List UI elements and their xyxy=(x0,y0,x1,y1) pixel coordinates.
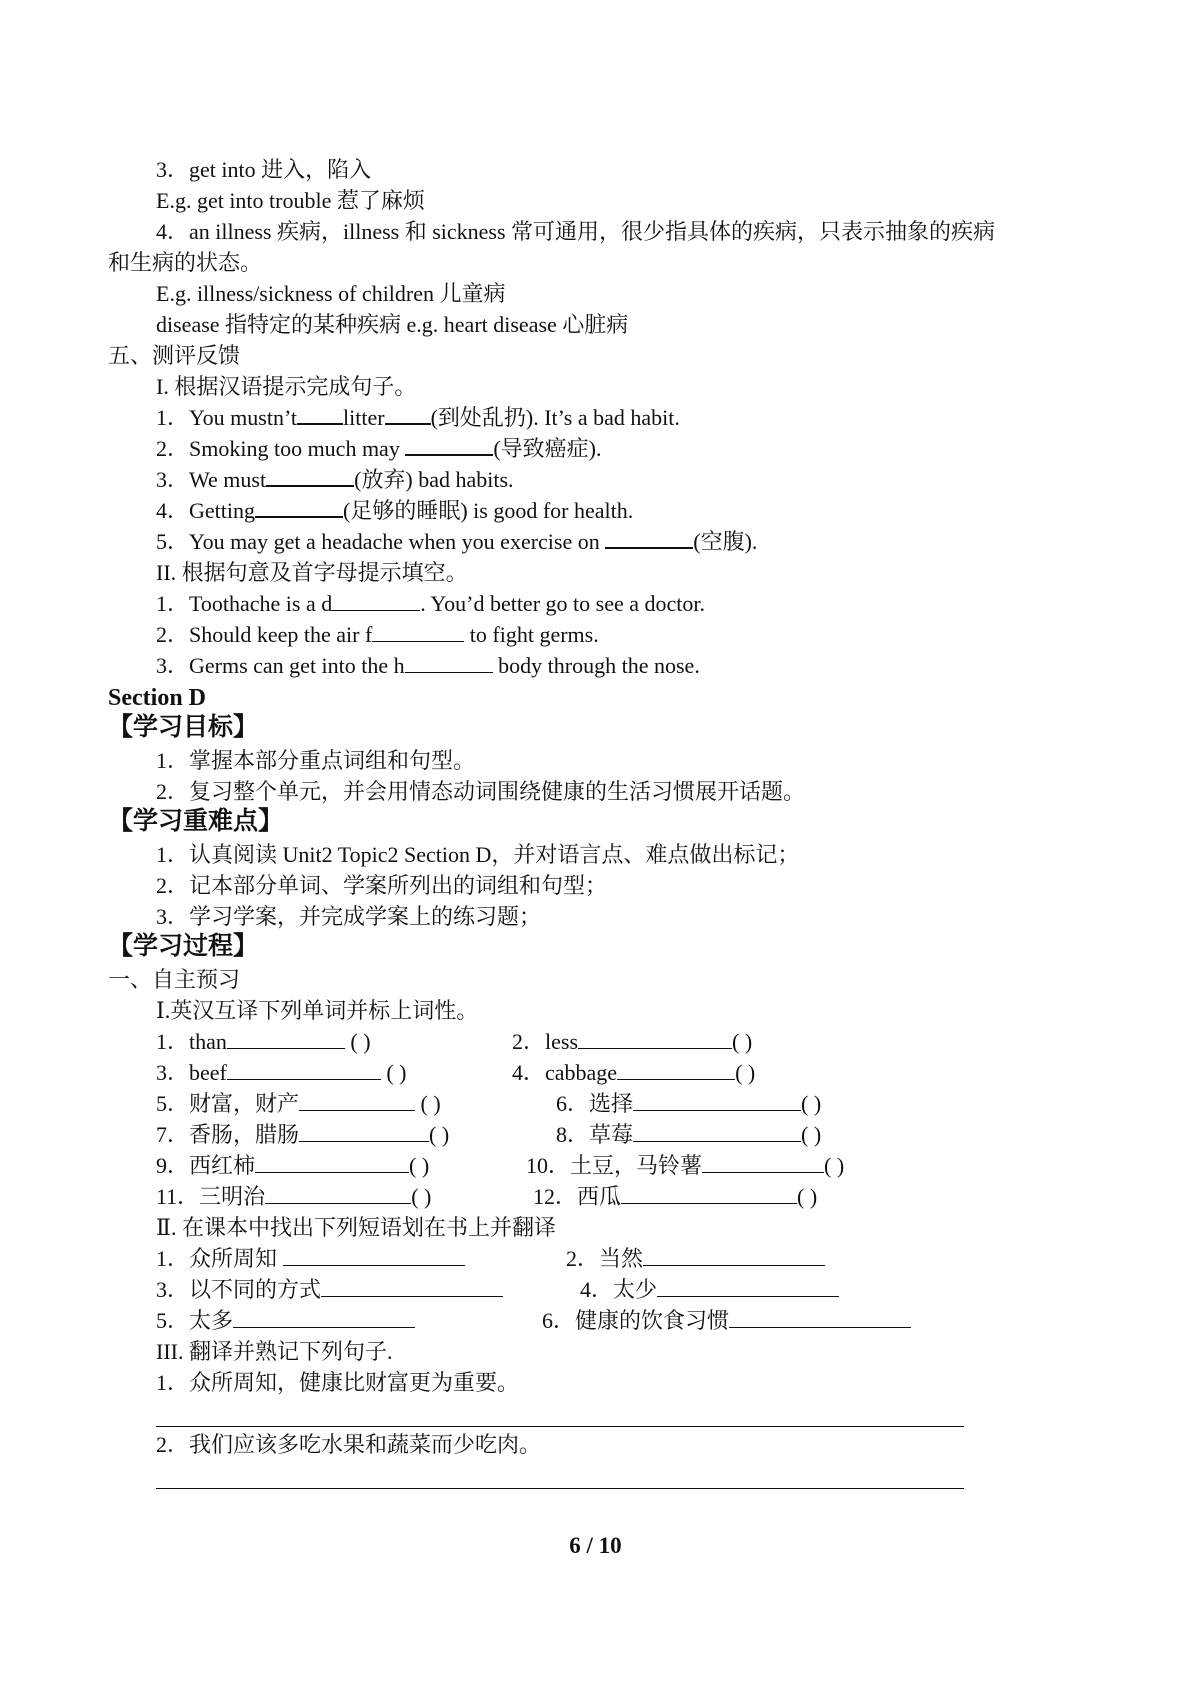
phrase-item xyxy=(566,1244,825,1274)
preview-heading: 一、自主预习 xyxy=(108,967,241,992)
sentence-title: III. 翻译并熟记下列句子. xyxy=(156,1339,393,1364)
feedback-q5 xyxy=(156,527,757,557)
vocab-label: 10．土豆，马铃薯 xyxy=(526,1153,703,1178)
phrase-blank[interactable] xyxy=(657,1276,839,1297)
q4-text-a: 4．Getting xyxy=(156,498,255,523)
vocab-blank[interactable] xyxy=(702,1152,824,1173)
vocab-blank[interactable] xyxy=(633,1090,801,1111)
sentence-2-answer-line[interactable] xyxy=(156,1488,964,1489)
vocab-label: 5．财富，财产 xyxy=(156,1091,300,1116)
feedback-heading: 五、测评反馈 xyxy=(108,343,241,368)
phrase-label: 5．太多 xyxy=(156,1308,234,1333)
f1-text-b: . You’d better go to see a doctor. xyxy=(420,591,705,616)
q2-blank[interactable] xyxy=(405,434,493,456)
q1-blank-2[interactable] xyxy=(385,403,431,425)
key-point-3: 3．学习学案，并完成学案上的练习题； xyxy=(156,904,542,929)
q4-blank[interactable] xyxy=(255,496,343,518)
goals-heading: 【学习目标】 xyxy=(108,714,259,741)
vocab-label: 9．西红柿 xyxy=(156,1153,256,1178)
vocab-label: 2．less xyxy=(512,1029,579,1054)
process-heading: 【学习过程】 xyxy=(108,933,259,960)
q5-blank[interactable] xyxy=(605,527,693,549)
vocab-blank[interactable] xyxy=(578,1028,732,1049)
pos-paren: ( ) xyxy=(732,1029,753,1054)
q1-text-b: litter xyxy=(343,405,385,430)
f1-text-a: 1．Toothache is a d xyxy=(156,591,333,616)
goal-2: 2．复习整个单元，并会用情态动词围绕健康的生活习惯展开话题。 xyxy=(156,779,806,804)
feedback-q2 xyxy=(156,434,601,464)
q1-text-c: (到处乱扔). It’s a bad habit. xyxy=(430,405,680,430)
vocab-label: 3．beef xyxy=(156,1060,227,1085)
feedback-f3 xyxy=(156,651,700,681)
vocab-label: 7．香肠，腊肠 xyxy=(156,1122,300,1147)
feedback-q3 xyxy=(156,465,514,495)
vocab-blank[interactable] xyxy=(299,1121,429,1142)
pos-paren: ( ) xyxy=(350,1029,371,1054)
q3-text-b: (放弃) bad habits. xyxy=(354,467,514,492)
vocab-blank[interactable] xyxy=(227,1059,381,1080)
phrase-item xyxy=(580,1275,839,1305)
vocab-item xyxy=(156,1058,407,1088)
pos-paren: ( ) xyxy=(409,1153,430,1178)
note-illness-example: E.g. illness/sickness of children 儿童病 xyxy=(156,281,506,306)
phrase-title: Ⅱ. 在课本中找出下列短语划在书上并翻译 xyxy=(156,1215,556,1240)
vocab-item xyxy=(156,1120,449,1150)
vocab-blank[interactable] xyxy=(621,1183,797,1204)
phrase-label: 1．众所周知 xyxy=(156,1246,283,1271)
f1-blank[interactable] xyxy=(332,590,420,611)
phrase-blank[interactable] xyxy=(233,1307,415,1328)
q3-text-a: 3．We must xyxy=(156,467,267,492)
pos-paren: ( ) xyxy=(824,1153,845,1178)
sentence-1-answer-line[interactable] xyxy=(156,1426,964,1427)
q2-text-b: (导致癌症). xyxy=(493,436,602,461)
vocab-label: 8．草莓 xyxy=(556,1122,634,1147)
q2-text-a: 2．Smoking too much may xyxy=(156,436,406,461)
note-disease: disease 指特定的某种疾病 e.g. heart disease 心脏病 xyxy=(156,312,629,337)
vocab-blank[interactable] xyxy=(617,1059,735,1080)
feedback-q4 xyxy=(156,496,633,526)
note-illness-cont: 和生病的状态。 xyxy=(108,250,263,275)
q5-text-a: 5．You may get a headache when you exercise on xyxy=(156,529,606,554)
key-points-heading: 【学习重难点】 xyxy=(108,808,284,835)
sentence-1: 1．众所周知，健康比财富更为重要。 xyxy=(156,1370,520,1395)
phrase-blank[interactable] xyxy=(643,1245,825,1266)
f2-text-b: to fight germs. xyxy=(464,622,599,647)
phrase-blank[interactable] xyxy=(321,1276,503,1297)
q1-text-a: 1．You mustn’t xyxy=(156,405,298,430)
feedback-part1-title: I. 根据汉语提示完成句子。 xyxy=(156,374,417,399)
vocab-label: 4．cabbage xyxy=(512,1060,618,1085)
page-number: 6 / 10 xyxy=(569,1533,622,1558)
vocab-blank[interactable] xyxy=(299,1090,415,1111)
feedback-part2-title: II. 根据句意及首字母提示填空。 xyxy=(156,560,468,585)
pos-paren: ( ) xyxy=(797,1184,818,1209)
section-d-title: Section D xyxy=(108,685,206,711)
vocab-label: 1．than xyxy=(156,1029,227,1054)
goal-1: 1．掌握本部分重点词组和句型。 xyxy=(156,748,476,773)
q4-text-b: (足够的睡眠) is good for health. xyxy=(343,498,634,523)
vocab-item xyxy=(156,1182,431,1212)
f3-blank[interactable] xyxy=(405,652,493,673)
phrase-item xyxy=(156,1244,465,1274)
note-get-into: 3．get into 进入，陷入 xyxy=(156,157,372,182)
vocab-blank[interactable] xyxy=(633,1121,801,1142)
phrase-item xyxy=(156,1306,415,1336)
phrase-item xyxy=(542,1306,911,1336)
vocab-title: Ⅰ.英汉互译下列单词并标上词性。 xyxy=(156,998,479,1023)
phrase-blank[interactable] xyxy=(283,1245,465,1266)
vocab-label: 12．西瓜 xyxy=(533,1184,622,1209)
pos-paren: ( ) xyxy=(801,1091,822,1116)
vocab-item xyxy=(556,1089,821,1119)
note-get-into-example: E.g. get into trouble 惹了麻烦 xyxy=(156,188,425,213)
pos-paren: ( ) xyxy=(735,1060,756,1085)
vocab-item xyxy=(512,1027,752,1057)
vocab-blank[interactable] xyxy=(227,1028,345,1049)
feedback-f1 xyxy=(156,589,705,619)
vocab-item xyxy=(156,1027,371,1057)
vocab-blank[interactable] xyxy=(265,1183,411,1204)
vocab-item xyxy=(156,1151,429,1181)
q5-text-b: (空腹). xyxy=(693,529,758,554)
sentence-2: 2．我们应该多吃水果和蔬菜而少吃肉。 xyxy=(156,1432,542,1457)
pos-paren: ( ) xyxy=(386,1060,407,1085)
f2-blank[interactable] xyxy=(372,621,464,642)
pos-paren: ( ) xyxy=(411,1184,432,1209)
pos-paren: ( ) xyxy=(801,1122,822,1147)
note-illness: 4．an illness 疾病，illness 和 sickness 常可通用，很少指具体的疾病，只表示抽象的疾病 xyxy=(156,219,996,244)
pos-paren: ( ) xyxy=(420,1091,441,1116)
q1-blank-1[interactable] xyxy=(297,403,343,425)
phrase-blank[interactable] xyxy=(729,1307,911,1328)
vocab-blank[interactable] xyxy=(255,1152,409,1173)
vocab-label: 11．三明治 xyxy=(156,1184,266,1209)
vocab-item xyxy=(526,1151,844,1181)
key-point-1: 1．认真阅读 Unit2 Topic2 Section D，并对语言点、难点做出标记； xyxy=(156,842,800,867)
key-point-2: 2．记本部分单词、学案所列出的词组和句型； xyxy=(156,873,608,898)
vocab-label: 6．选择 xyxy=(556,1091,634,1116)
f2-text-a: 2．Should keep the air f xyxy=(156,622,373,647)
phrase-label: 2．当然 xyxy=(566,1246,644,1271)
feedback-f2 xyxy=(156,620,599,650)
f3-text-b: body through the nose. xyxy=(492,653,700,678)
vocab-item xyxy=(156,1089,441,1119)
phrase-label: 6．健康的饮食习惯 xyxy=(542,1308,730,1333)
vocab-item xyxy=(556,1120,821,1150)
pos-paren: ( ) xyxy=(429,1122,450,1147)
feedback-q1 xyxy=(156,403,680,433)
phrase-label: 4．太少 xyxy=(580,1277,658,1302)
q3-blank[interactable] xyxy=(266,465,354,487)
vocab-item xyxy=(533,1182,817,1212)
vocab-item xyxy=(512,1058,755,1088)
phrase-item xyxy=(156,1275,503,1305)
phrase-label: 3．以不同的方式 xyxy=(156,1277,322,1302)
f3-text-a: 3．Germs can get into the h xyxy=(156,653,405,678)
